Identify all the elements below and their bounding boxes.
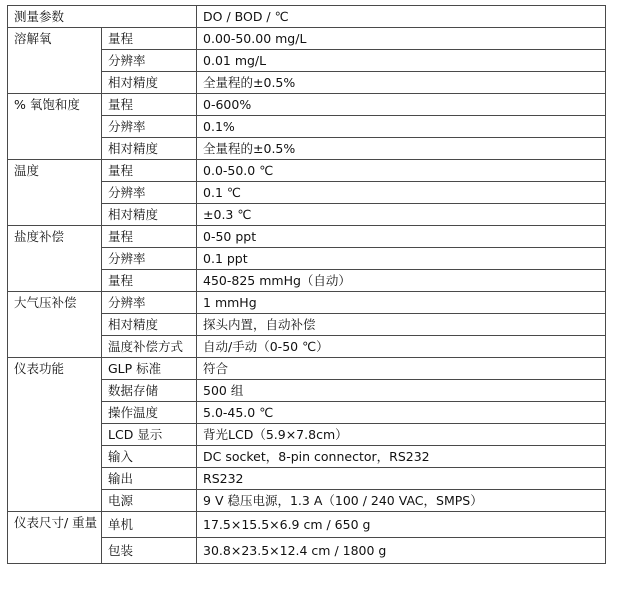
item-cell: 温度补偿方式 <box>102 336 197 358</box>
group-name: 溶解氧 <box>8 28 102 94</box>
group-name: 温度 <box>8 160 102 226</box>
param-header: 测量参数 <box>8 6 197 28</box>
item-cell: 分辨率 <box>102 182 197 204</box>
item-cell: 输入 <box>102 446 197 468</box>
value-cell: 0.1% <box>197 116 606 138</box>
item-cell: 量程 <box>102 28 197 50</box>
table-row <box>8 160 606 182</box>
item-cell: GLP 标准 <box>102 358 197 380</box>
value-cell: 500 组 <box>197 380 606 402</box>
header-row <box>8 6 606 28</box>
item-cell: 相对精度 <box>102 204 197 226</box>
value-cell: 0.1 ppt <box>197 248 606 270</box>
table-row <box>8 512 606 538</box>
item-cell: 量程 <box>102 160 197 182</box>
value-cell: 探头内置，自动补偿 <box>197 314 606 336</box>
item-cell: 相对精度 <box>102 72 197 94</box>
value-cell: DC socket，8-pin connector，RS232 <box>197 446 606 468</box>
group-name: 仪表功能 <box>8 358 102 512</box>
value-cell: 5.0-45.0 ℃ <box>197 402 606 424</box>
item-cell: 单机 <box>102 512 197 538</box>
value-cell: 0.1 ℃ <box>197 182 606 204</box>
value-cell: 0-600% <box>197 94 606 116</box>
group-name: % 氧饱和度 <box>8 94 102 160</box>
value-cell: 背光LCD（5.9×7.8cm） <box>197 424 606 446</box>
value-header: DO / BOD / ℃ <box>197 6 606 28</box>
table-row <box>8 28 606 50</box>
item-cell: 相对精度 <box>102 138 197 160</box>
item-cell: 分辨率 <box>102 50 197 72</box>
item-cell: 数据存储 <box>102 380 197 402</box>
group-name: 盐度补偿 <box>8 226 102 292</box>
group-name: 大气压补偿 <box>8 292 102 358</box>
item-cell: 分辨率 <box>102 292 197 314</box>
value-cell: 0.00-50.00 mg/L <box>197 28 606 50</box>
item-cell: 量程 <box>102 226 197 248</box>
value-cell: 9 V 稳压电源，1.3 A（100 / 240 VAC，SMPS） <box>197 490 606 512</box>
item-cell: 电源 <box>102 490 197 512</box>
value-cell: 17.5×15.5×6.9 cm / 650 g <box>197 512 606 538</box>
item-cell: 量程 <box>102 270 197 292</box>
item-cell: 量程 <box>102 94 197 116</box>
value-cell: 符合 <box>197 358 606 380</box>
item-cell: 包装 <box>102 538 197 564</box>
item-cell: LCD 显示 <box>102 424 197 446</box>
table-row <box>8 226 606 248</box>
table-row <box>8 94 606 116</box>
item-cell: 输出 <box>102 468 197 490</box>
table-row <box>8 292 606 314</box>
item-cell: 分辨率 <box>102 116 197 138</box>
item-cell: 分辨率 <box>102 248 197 270</box>
group-name: 仪表尺寸/ 重量 <box>8 512 102 564</box>
item-cell: 操作温度 <box>102 402 197 424</box>
value-cell: 450-825 mmHg（自动） <box>197 270 606 292</box>
value-cell: RS232 <box>197 468 606 490</box>
value-cell: 全量程的±0.5% <box>197 72 606 94</box>
value-cell: 自动/手动（0-50 ℃） <box>197 336 606 358</box>
value-cell: 30.8×23.5×12.4 cm / 1800 g <box>197 538 606 564</box>
value-cell: ±0.3 ℃ <box>197 204 606 226</box>
item-cell: 相对精度 <box>102 314 197 336</box>
spec-table <box>7 5 606 564</box>
value-cell: 0.0-50.0 ℃ <box>197 160 606 182</box>
value-cell: 全量程的±0.5% <box>197 138 606 160</box>
value-cell: 1 mmHg <box>197 292 606 314</box>
value-cell: 0-50 ppt <box>197 226 606 248</box>
table-row <box>8 358 606 380</box>
value-cell: 0.01 mg/L <box>197 50 606 72</box>
